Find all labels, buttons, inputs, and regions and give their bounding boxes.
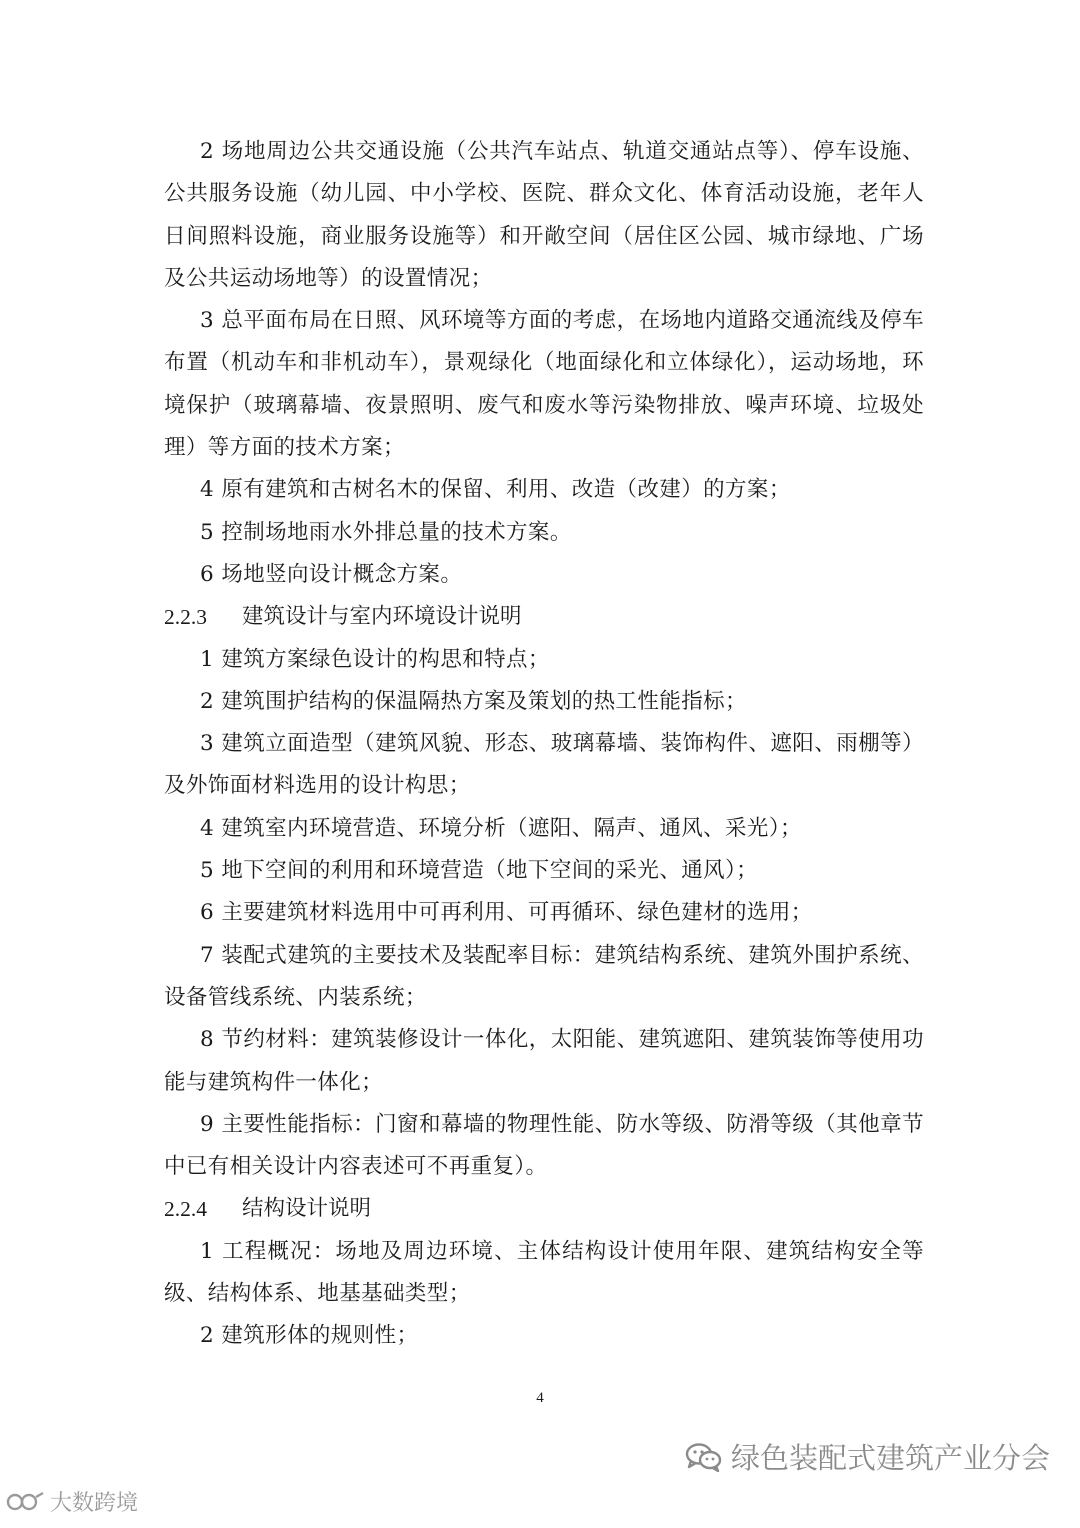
list-item: 6 主要建筑材料选用中可再利用、可再循环、绿色建材的选用； [200, 900, 813, 926]
list-item: 8 节约材料：建筑装修设计一体化，太阳能、建筑遮阳、建筑装饰等使用功能与建筑构件一体化； [164, 1027, 924, 1095]
paragraph: 6 场地竖向设计概念方案。 [200, 561, 463, 587]
list-item: 4 建筑室内环境营造、环境分析（遮阳、隔声、通风、采光）； [200, 815, 802, 841]
dashukuajing-logo-icon [6, 1489, 46, 1515]
list-item: 1 工程概况：场地及周边环境、主体结构设计使用年限、建筑结构安全等级、结构体系、地基基础类型； [164, 1238, 924, 1307]
list-item: 7 装配式建筑的主要技术及装配率目标：建筑结构系统、建筑外围护系统、设备管线系统、内装系统； [164, 942, 924, 1010]
page-number: 4 [536, 1390, 544, 1406]
section-title: 建筑设计与室内环境设计说明 [242, 604, 522, 630]
section-number: 2.2.4 [164, 1197, 207, 1222]
section-heading-2-2-3 [164, 596, 924, 638]
list-item: 5 地下空间的利用和环境营造（地下空间的采光、通风）； [200, 858, 759, 884]
paragraph: 5 控制场地雨水外排总量的技术方案。 [200, 519, 572, 545]
list-item: 2 建筑围护结构的保温隔热方案及策划的热工性能指标； [200, 688, 747, 714]
list-item: 1 建筑方案绿色设计的构思和特点； [200, 646, 550, 672]
list-item: 3 建筑立面造型（建筑风貌、形态、玻璃幕墙、装饰构件、遮阳、雨棚等）及外饰面材料选用的设计构思； [164, 731, 924, 799]
section-number: 2.2.3 [164, 605, 207, 630]
paragraph: 2 场地周边公共交通设施（公共汽车站点、轨道交通站点等）、停车设施、公共服务设施（幼儿园、中小学校、医院、群众文化、体育活动设施，老年人日间照料设施，商业服务设施等）和开敞空间（居住区公园、城市绿地、广场及公共运动场地等）的设置情况； [164, 139, 924, 291]
paragraph: 3 总平面布局在日照、风环境等方面的考虑，在场地内道路交通流线及停车布置（机动车和非机动车），景观绿化（地面绿化和立体绿化），运动场地，环境保护（玻璃幕墙、夜景照明、废气和废水等污染物排放、噪声环境、垃圾处理）等方面的技术方案； [164, 308, 924, 461]
paragraph: 4 原有建筑和古树名木的保留、利用、改造（改建）的方案； [200, 477, 791, 503]
watermark-text: 绿色装配式建筑产业分会 [730, 1441, 1050, 1475]
section-heading-2-2-4 [164, 1188, 924, 1230]
section-title: 结构设计说明 [242, 1196, 372, 1222]
watermark-text: 大数跨境 [50, 1491, 139, 1516]
watermark-source [6, 1486, 138, 1517]
list-item: 9 主要性能指标：门窗和幕墙的物理性能、防水等级、防滑等级（其他章节中已有相关设计内容表述可不再重复）。 [164, 1111, 924, 1180]
list-item: 2 建筑形体的规则性； [200, 1323, 419, 1349]
watermark-wechat-account [685, 1436, 1050, 1477]
document-body [164, 131, 924, 1358]
wechat-icon [685, 1442, 723, 1472]
